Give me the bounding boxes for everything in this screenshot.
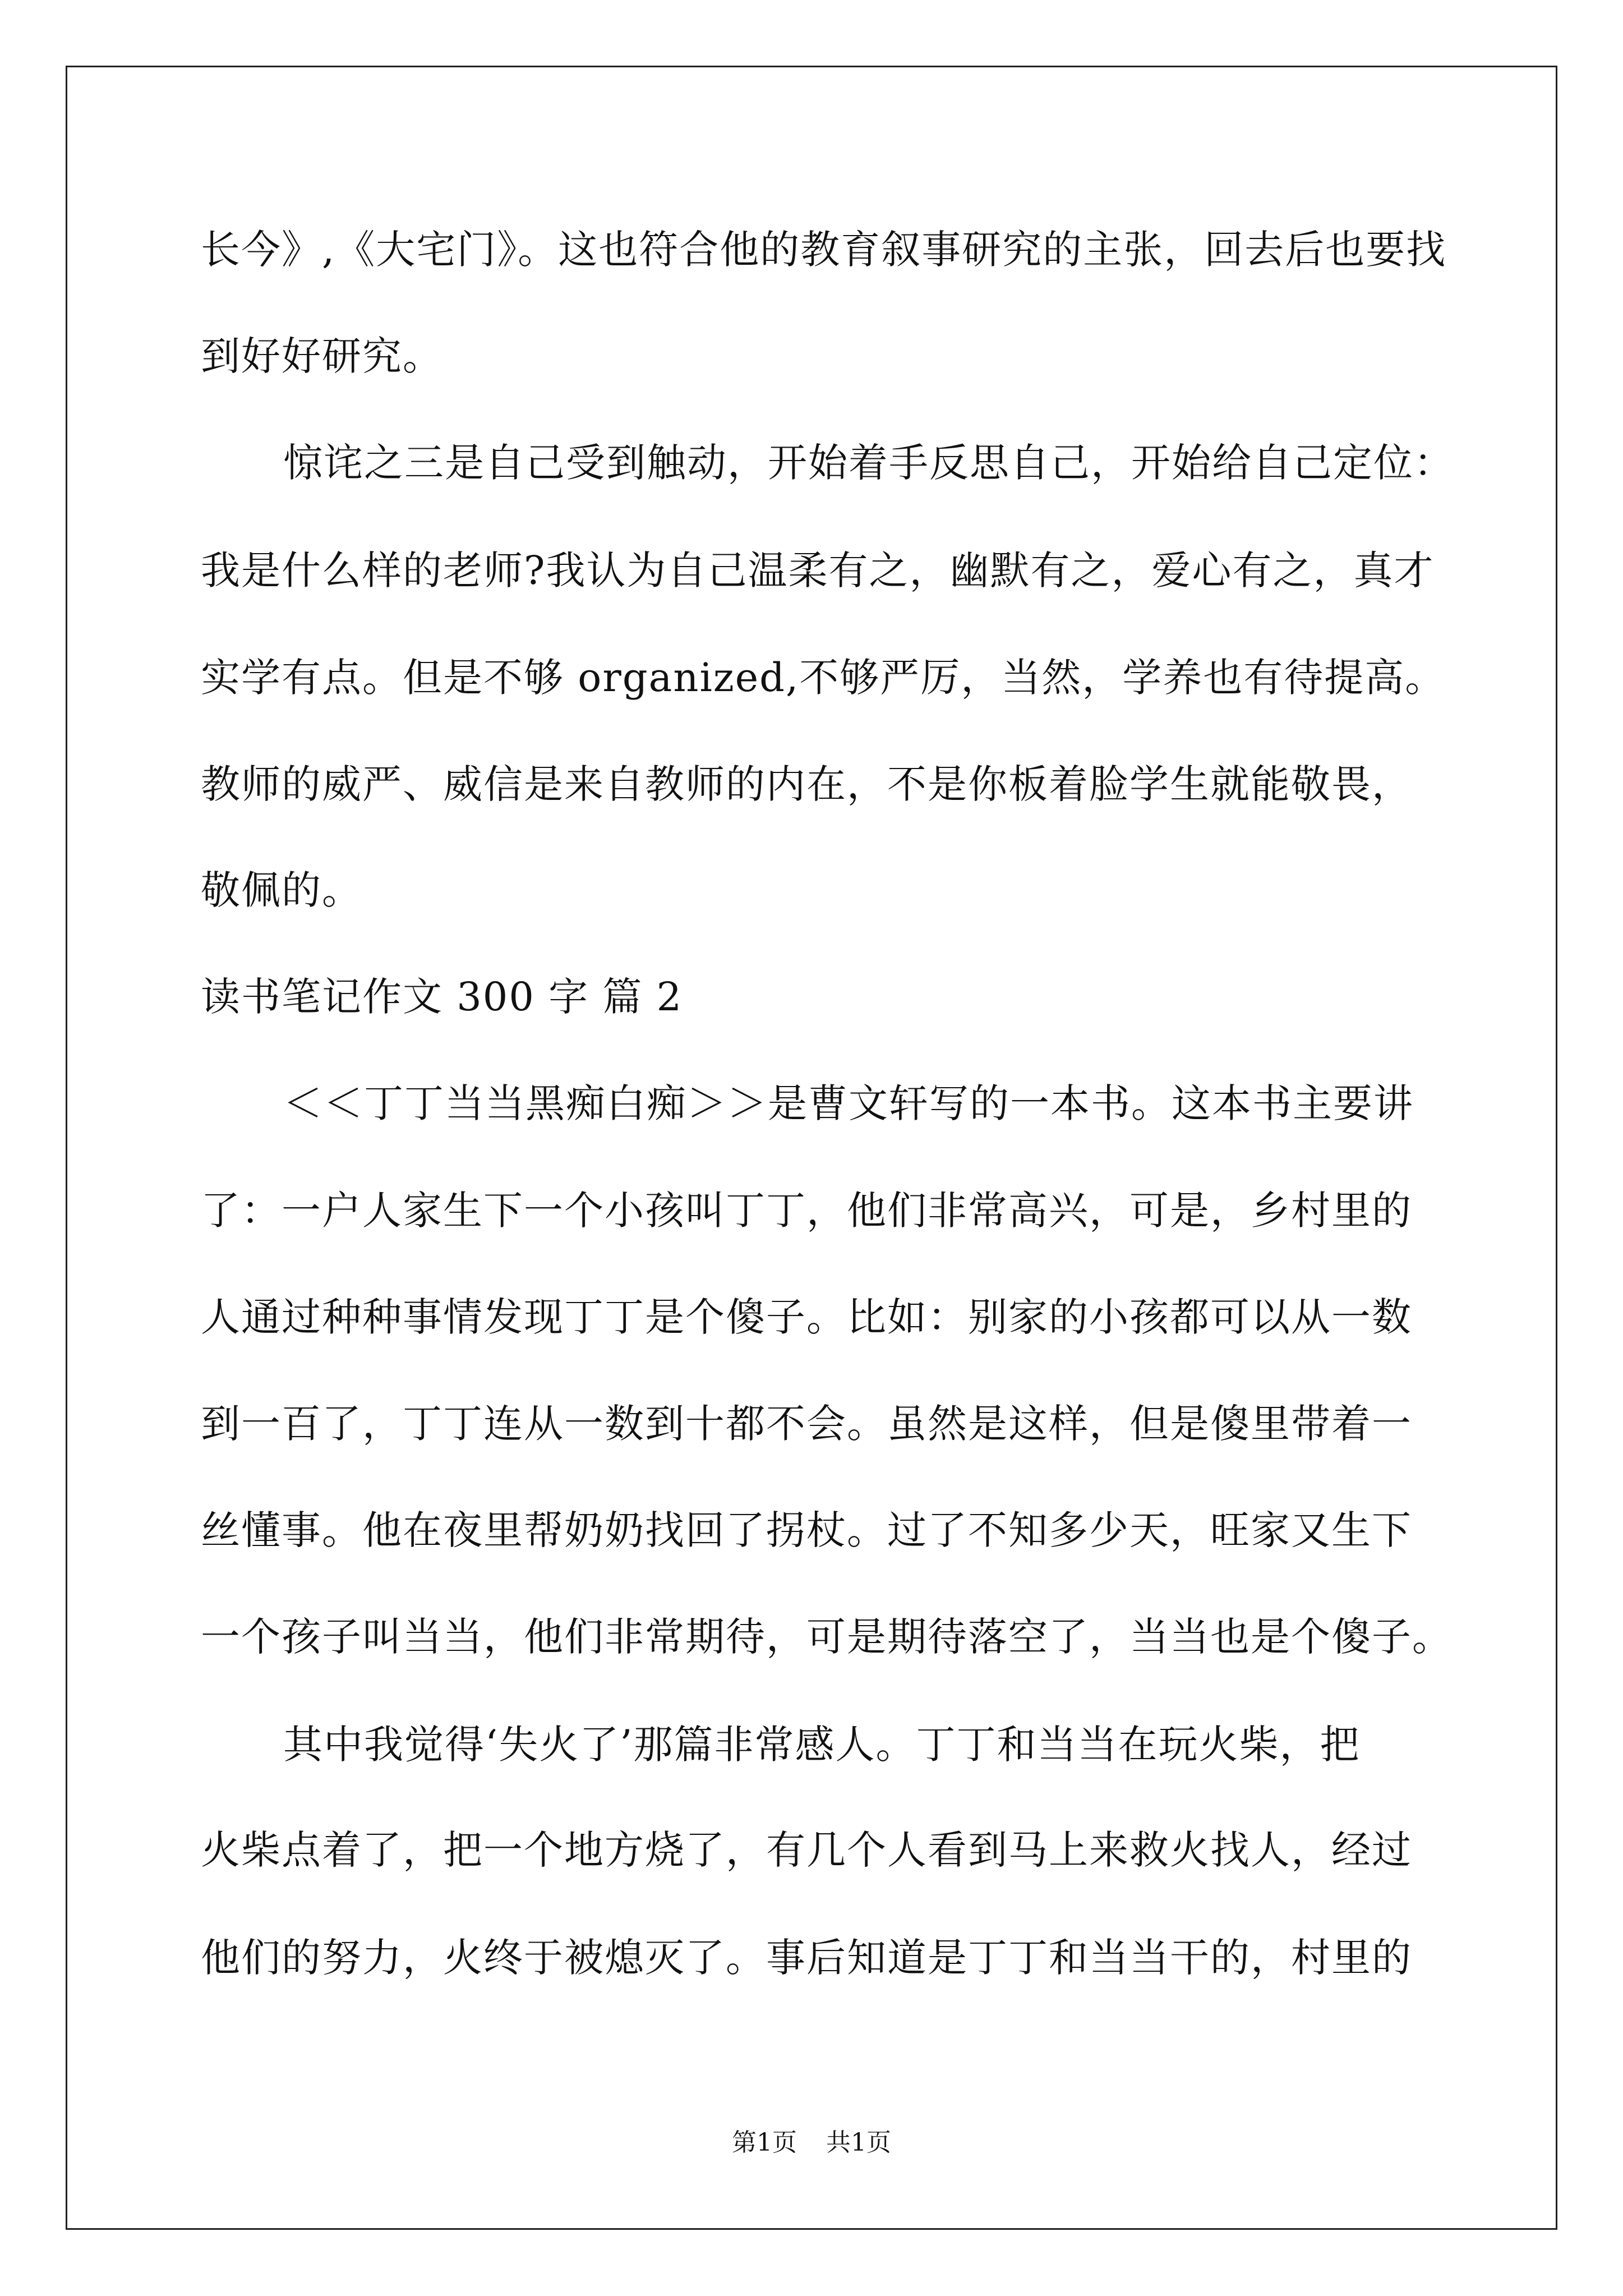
- text-line: 火柴点着了，把一个地方烧了，有几个人看到马上来救火找人，经过: [201, 1827, 1412, 1873]
- page-total: 共1页: [826, 2128, 891, 2157]
- text-line: 了：一户人家生下一个小孩叫丁丁，他们非常高兴，可是，乡村里的: [201, 1188, 1412, 1234]
- paragraph-start-line: 惊诧之三是自己受到触动，开始着手反思自己，开始给自己定位：: [283, 440, 1454, 486]
- text-line: 敬佩的。: [201, 867, 362, 913]
- text-line: 长今》,《大宅门》。这也符合他的教育叙事研究的主张，回去后也要找: [201, 227, 1447, 273]
- section-heading: 读书笔记作文 300 字 篇 2: [201, 974, 683, 1020]
- text-line: 实学有点。但是不够 organized,不够严厉，当然，学养也有待提高。: [201, 655, 1446, 701]
- page-border: [66, 66, 1557, 2230]
- page-number: 第1页: [732, 2128, 797, 2157]
- text-line: 我是什么样的老师?我认为自己温柔有之，幽默有之，爱心有之，真才: [201, 547, 1435, 593]
- text-line: 到好好研究。: [201, 333, 443, 379]
- text-line: 人通过种种事情发现丁丁是个傻子。比如：别家的小孩都可以从一数: [201, 1294, 1412, 1340]
- paragraph-start-line: ＜＜丁丁当当黑痴白痴＞＞是曹文轩写的一本书。这本书主要讲: [283, 1080, 1414, 1126]
- page-footer: [0, 2126, 1623, 2160]
- text-line: 到一百了，丁丁连从一数到十都不会。虽然是这样，但是傻里带着一: [201, 1401, 1412, 1447]
- paragraph-start-line: 其中我觉得‘失火了’那篇非常感人。丁丁和当当在玩火柴，把: [283, 1722, 1361, 1768]
- text-line: 一个孩子叫当当，他们非常期待，可是期待落空了，当当也是个傻子。: [201, 1614, 1453, 1660]
- text-line: 丝懂事。他在夜里帮奶奶找回了拐杖。过了不知多少天，旺家又生下: [201, 1507, 1412, 1553]
- text-line: 教师的威严、威信是来自教师的内在，不是你板着脸学生就能敬畏，: [201, 761, 1412, 807]
- text-line: 他们的努力，火终于被熄灭了。事后知道是丁丁和当当干的，村里的: [201, 1935, 1412, 1981]
